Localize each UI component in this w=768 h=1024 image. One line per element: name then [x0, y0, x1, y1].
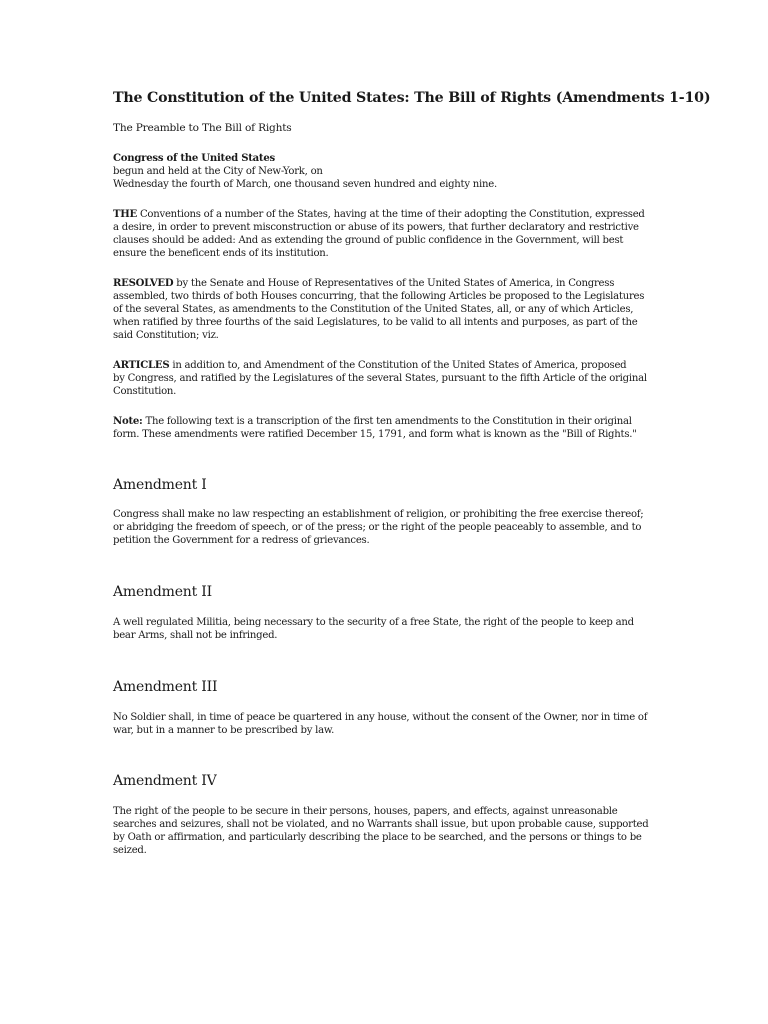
amendment-line: Congress shall make no law respecting an establishment of religion, or prohibiting the free exercise thereof;: [113, 509, 644, 520]
amendment-line: by Oath or affirmation, and particularly describing the place to be searched, and the persons or things to be: [113, 831, 642, 843]
paragraph-line: a desire, in order to prevent misconstruction or abuse of its powers, that further declaratory and restrictive: [113, 221, 639, 233]
congress-line: begun and held at the City of New-York, on: [113, 165, 323, 177]
amendment-text: [113, 712, 658, 738]
amendment-line: war, but in a manner to be prescribed by law.: [113, 724, 335, 736]
paragraph-lead: RESOLVED: [113, 278, 174, 289]
paragraph-line: form. These amendments were ratified December 15, 1791, and form what is known as the "Bill of Rights.": [113, 428, 637, 440]
amendment-heading: Amendment II: [113, 584, 212, 600]
paragraph-line: clauses should be added: And as extending the ground of public confidence in the Government, will best: [113, 234, 624, 246]
preamble-title: The Preamble to The Bill of Rights: [113, 122, 292, 134]
amendment-text: [113, 509, 658, 548]
amendment-heading: Amendment I: [113, 477, 207, 493]
note-paragraph: [113, 416, 658, 442]
amendment-heading: Amendment IV: [113, 773, 217, 789]
congress-line: Wednesday the fourth of March, one thousand seven hundred and eighty nine.: [113, 178, 497, 190]
amendment-text: [113, 617, 658, 643]
conventions-paragraph: [113, 209, 658, 261]
articles-paragraph: [113, 360, 658, 399]
paragraph-line: Constitution.: [113, 385, 177, 397]
amendment-line: or abridging the freedom of speech, or of the press; or the right of the people peaceably to assemble, and to: [113, 521, 642, 533]
paragraph-lead: THE: [113, 209, 137, 220]
paragraph-line: Note: The following text is a transcription of the first ten amendments to the Constitution in their original: [113, 416, 632, 427]
amendment-line: bear Arms, shall not be infringed.: [113, 629, 278, 641]
paragraph-line: ARTICLES in addition to, and Amendment of the Constitution of the United States of America, proposed: [113, 360, 627, 371]
paragraph-line: assembled, two thirds of both Houses concurring, that the following Articles be proposed to the Legislatures: [113, 290, 645, 302]
amendment-line: seized.: [113, 844, 147, 856]
resolved-paragraph: [113, 278, 658, 343]
document-title: The Constitution of the United States: The Bill of Rights (Amendments 1-10): [113, 90, 711, 106]
paragraph-line: THE Conventions of a number of the States, having at the time of their adopting the Constitution, expressed: [113, 209, 645, 220]
amendment-text: [113, 806, 658, 858]
amendment-line: searches and seizures, shall not be violated, and no Warrants shall issue, but upon probable cause, supported: [113, 818, 649, 830]
paragraph-line: of the several States, as amendments to the Constitution of the United States, all, or any of which Articles,: [113, 303, 634, 315]
paragraph-line: RESOLVED by the Senate and House of Representatives of the United States of America, in Congress: [113, 278, 615, 289]
amendment-line: petition the Government for a redress of grievances.: [113, 534, 370, 546]
amendment-line: No Soldier shall, in time of peace be quartered in any house, without the consent of the Owner, nor in time of: [113, 712, 648, 723]
amendment-line: A well regulated Militia, being necessary to the security of a free State, the right of the people to keep and: [113, 617, 634, 628]
congress-block: [113, 153, 658, 192]
paragraph-line: ensure the beneficent ends of its institution.: [113, 247, 329, 259]
paragraph-line: when ratified by three fourths of the said Legislatures, to be valid to all intents and purposes, as part of the: [113, 316, 638, 328]
congress-heading: Congress of the United States: [113, 153, 275, 164]
amendment-line: The right of the people to be secure in their persons, houses, papers, and effects, against unreasonable: [113, 806, 618, 817]
paragraph-lead: ARTICLES: [113, 360, 170, 371]
amendment-heading: Amendment III: [113, 679, 218, 695]
paragraph-line: said Constitution; viz.: [113, 329, 219, 341]
paragraph-lead: Note:: [113, 416, 143, 427]
paragraph-line: by Congress, and ratified by the Legislatures of the several States, pursuant to the fifth Article of the original: [113, 372, 647, 384]
